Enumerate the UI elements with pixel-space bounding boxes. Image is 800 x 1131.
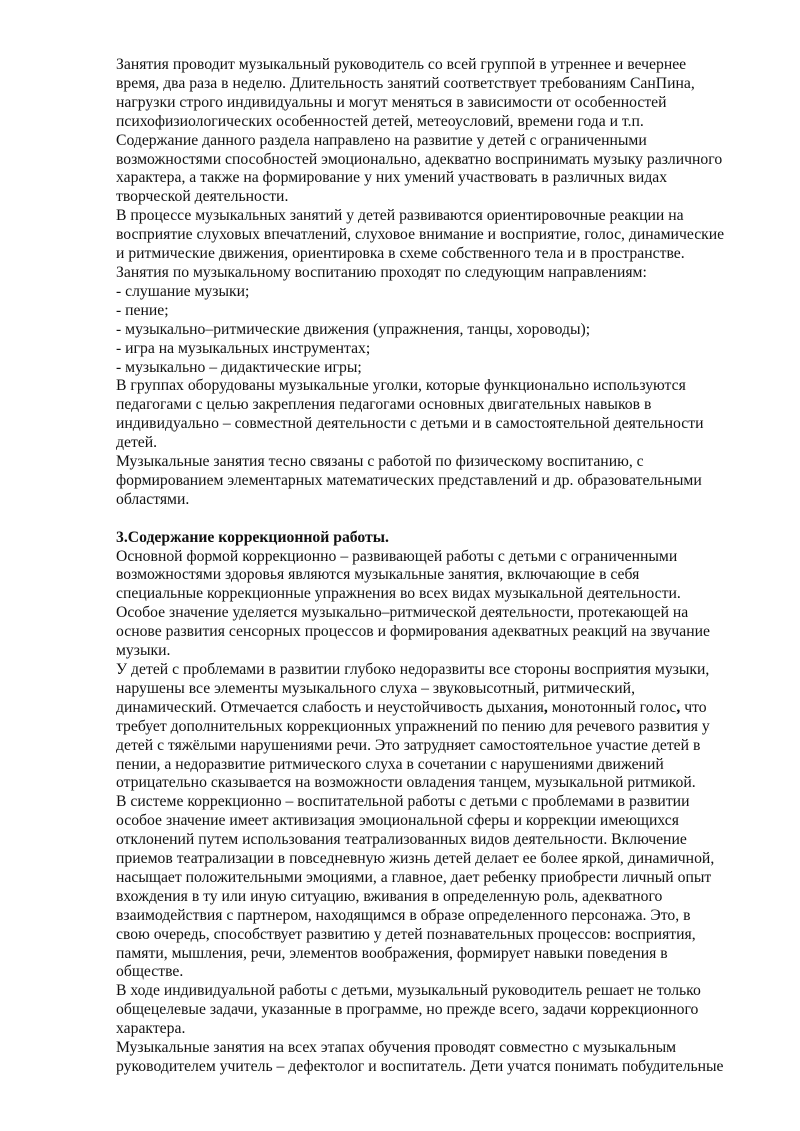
text-line: В ходе индивидуальной работы с детьми, музыкальный руководитель решает не только [116,982,701,1000]
text-line: Содержание данного раздела направлено на развитие у детей с ограниченными [116,131,647,149]
text-fragment: что [680,698,707,716]
text-line: психофизиологических особенностей детей, метеоусловий, времени года и т.п. [116,112,644,130]
text-line: Музыкальные занятия тесно связаны с работой по физическому воспитанию, с [116,453,644,471]
text-line: музыки. [116,642,171,660]
text-line: пении, а недоразвитие ритмического слуха в сочетании с нарушениями движений [116,755,664,773]
text-line: нагрузки строго индивидуальны и могут меняться в зависимости от особенностей [116,93,667,111]
text-fragment: монотонный голос [547,698,677,716]
text-line: свою очередь, способствует развитию у детей познавательных процессов: восприятия, [116,925,696,943]
text-line: взаимодействия с партнером, находящимся в образе определенного персонажа. Это, в [116,906,691,924]
text-line: детей с тяжёлыми нарушениями речи. Это затрудняет самостоятельное участие детей в [116,736,701,754]
text-line: Основной формой коррекционно – развивающей работы с детьми с ограниченными [116,547,678,565]
text-line: особое значение имеет активизация эмоциональной сферы и коррекции имеющихся [116,812,679,830]
text-line: обществе. [116,963,184,981]
text-line: Особое значение уделяется музыкально–ритмической деятельности, протекающей на [116,604,689,622]
text-line: областями. [116,490,190,508]
paragraph-block-music-lessons [116,56,756,510]
text-line: руководителем учитель – дефектолог и воспитатель. Дети учатся понимать побудительные [116,1058,724,1076]
text-line: В системе коррекционно – воспитательной работы с детьми с проблемами в развитии [116,793,690,811]
text-line: общецелевые задачи, указанные в программе, но прежде всего, задачи коррекционного [116,1001,699,1019]
text-line: возможностями здоровья являются музыкальные занятия, включающие в себя [116,566,640,584]
text-line: педагогами с целью закрепления педагогами основных двигательных навыков в [116,396,652,414]
paragraph-block-correction-body [116,718,756,1077]
text-line: В группах оборудованы музыкальные уголки, которые функционально используются [116,377,686,395]
text-line: формированием элементарных математических представлений и др. образовательными [116,471,702,489]
text-line: характера. [116,1020,186,1038]
text-line: отклонений путем использования театрализованных видов деятельности. Включение [116,831,687,849]
text-line: Занятия по музыкальному воспитанию проходят по следующим направлениям: [116,263,647,281]
text-line: Музыкальные занятия на всех этапах обучения проводят совместно с музыкальным [116,1039,677,1057]
text-line: - музыкально – дидактические игры; [116,358,362,376]
text-line: вхождения в ту или иную ситуацию, вживания в определенную роль, адекватного [116,887,663,905]
text-line: время, два раза в неделю. Длительность занятий соответствует требованиям СанПина, [116,74,695,92]
text-fragment: динамический. Отмечается слабость и неустойчивость дыхания [116,698,544,716]
text-line: - игра на музыкальных инструментах; [116,339,371,357]
section-heading: 3.Содержание коррекционной работы. [116,528,389,546]
text-line: возможностями способностей эмоционально, адекватно воспринимать музыку различного [116,150,723,168]
text-line: памяти, мышления, речи, элементов воображения, формирует навыки поведения в [116,944,668,962]
bold-comma: , [676,698,681,716]
text-line: восприятие слуховых впечатлений, слуховое внимание и восприятие, голос, динамические [116,226,725,244]
text-line: насыщает положительными эмоциями, а главное, дает ребенку приобрести личный опыт [116,868,712,886]
text-line: основе развития сенсорных процессов и формирования адекватных реакций на звучание [116,623,710,641]
text-line: детей. [116,434,158,452]
text-line: - пение; [116,301,169,319]
text-line: нарушены все элементы музыкального слуха – звуковысотный, ритмический, [116,679,635,697]
bold-comma: , [543,698,548,716]
text-line: - музыкально–ритмические движения (упражнения, танцы, хороводы); [116,320,591,338]
text-line: индивидуально – совместной деятельности с детьми и в самостоятельной деятельности [116,415,704,433]
text-line: характера, а также на формирование у них умений участвовать в различных видах [116,169,668,187]
document-page [116,56,756,1077]
text-line: творческой деятельности. [116,188,289,206]
blank-line [116,510,756,529]
text-line: У детей с проблемами в развитии глубоко недоразвиты все стороны восприятия музыки, [116,660,710,678]
text-line: приемов театрализации в повседневную жизнь детей делает ее более яркой, динамичной, [116,850,715,868]
text-line: Занятия проводит музыкальный руководитель со всей группой в утреннее и вечернее [116,56,687,73]
text-line: специальные коррекционные упражнения во всех видах музыкальной деятельности. [116,585,681,603]
paragraph-block-correction-intro [116,548,756,699]
text-line: требует дополнительных коррекционных упражнений по пению для речевого развития у [116,717,710,735]
text-line: В процессе музыкальных занятий у детей развиваются ориентировочные реакции на [116,207,684,225]
text-line: - слушание музыки; [116,282,250,300]
text-line: и ритмические движения, ориентировка в схеме собственного тела и в пространстве. [116,245,685,263]
text-line-breath [116,699,756,718]
text-line: отрицательно сказывается на возможности овладения танцем, музыкальной ритмикой. [116,774,696,792]
